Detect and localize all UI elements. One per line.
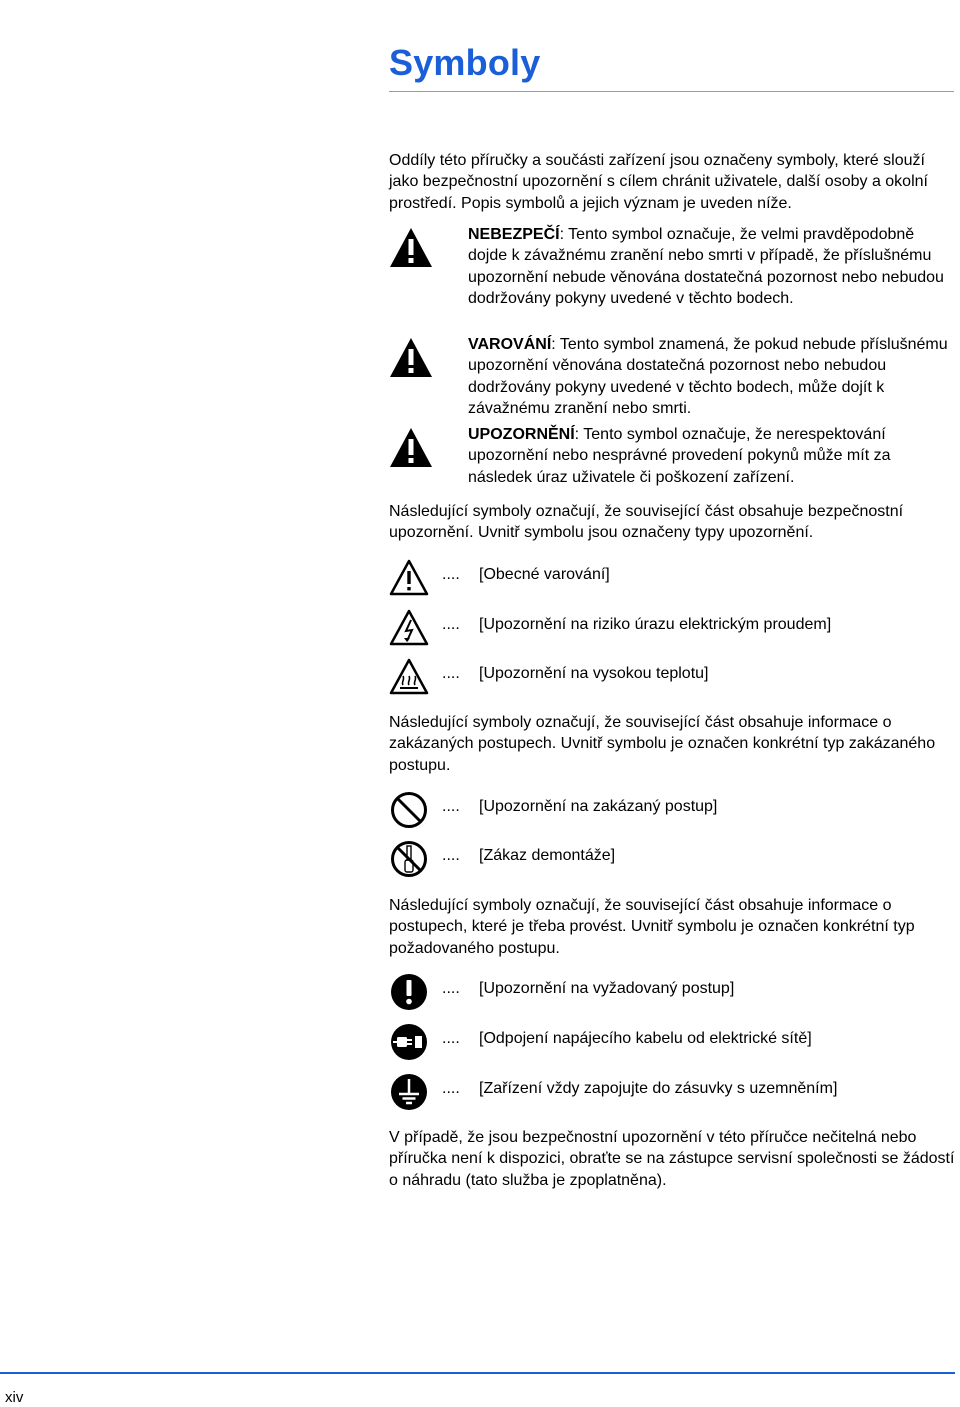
warning-triangle-icon — [389, 336, 433, 380]
footer-divider — [0, 1372, 955, 1374]
caution-section-paragraph: Následující symboly označují, že související část obsahuje bezpečnostní upozornění. Uvnitř symbolu jsou označeny typy upozornění. — [389, 503, 904, 542]
warning-description: : Tento symbol označuje, že velmi pravděpodobně dojde k závažnému zranění nebo smrti v případě, že příslušnému upozornění nebude věnována dostatečná pozornost nebo nebudou dodržovány pokyny uvedené v těchto bodech. — [468, 226, 944, 307]
prohibited-section-paragraph: Následující symboly označují, že související část obsahuje informace o zakázaných postupech. Uvnitř symbolu je označen konkrétní typ zakázaného postupu. — [389, 714, 936, 774]
no-disassembly-icon — [389, 839, 429, 879]
required-action-icon — [389, 972, 429, 1012]
symbol-row — [389, 972, 949, 1012]
symbol-label: [Upozornění na zakázaný postup] — [479, 798, 718, 815]
leader-dots: .... — [442, 798, 460, 815]
leader-dots: .... — [442, 616, 460, 633]
symbol-label: [Upozornění na vyžadovaný postup] — [479, 980, 735, 997]
warning-term: UPOZORNĚNÍ — [468, 426, 575, 443]
general-warning-icon — [389, 558, 429, 598]
symbol-row — [389, 1072, 949, 1112]
warning-term: NEBEZPEČÍ — [468, 226, 560, 243]
symbol-label: [Upozornění na riziko úrazu elektrickým proudem] — [479, 616, 832, 633]
symbol-label: [Upozornění na vysokou teplotu] — [479, 665, 709, 682]
warning-term: VAROVÁNÍ — [468, 336, 552, 353]
symbol-label: [Zákaz demontáže] — [479, 847, 616, 864]
ground-icon — [389, 1072, 429, 1112]
leader-dots: .... — [442, 665, 460, 682]
symbol-row — [389, 558, 949, 598]
warning-danger — [468, 224, 956, 309]
warning-description: : Tento symbol označuje, že nerespektování upozornění nebo nesprávné provedení pokynů může mít za následek úraz uživatele či poškození zařízení. — [468, 426, 891, 486]
page-number: xiv — [5, 1389, 24, 1406]
symbol-label: [Odpojení napájecího kabelu od elektrické sítě] — [479, 1030, 812, 1047]
electric-shock-icon — [389, 608, 429, 648]
leader-dots: .... — [442, 566, 460, 583]
page-title: Symboly — [389, 42, 541, 83]
warning-caution — [468, 424, 956, 488]
leader-dots: .... — [442, 847, 460, 864]
symbol-row — [389, 608, 949, 648]
closing-paragraph: V případě, že jsou bezpečnostní upozornění v této příručce nečitelná nebo příručka není k dispozici, obraťte se na zástupce servisní společnosti se žádostí o náhradu (tato služba je zpoplatněna). — [389, 1129, 955, 1189]
symbol-row — [389, 657, 949, 697]
symbol-row — [389, 1022, 949, 1062]
leader-dots: .... — [442, 1080, 460, 1097]
caution-triangle-icon — [389, 426, 433, 470]
required-section-paragraph: Následující symboly označují, že související část obsahuje informace o postupech, které je třeba provést. Uvnitř symbolu je označen konkrétní typ požadovaného postupu. — [389, 897, 915, 957]
symbol-row — [389, 790, 949, 830]
leader-dots: .... — [442, 980, 460, 997]
leader-dots: .... — [442, 1030, 460, 1047]
title-divider — [389, 91, 954, 92]
symbol-label: [Zařízení vždy zapojujte do zásuvky s uzemněním] — [479, 1080, 838, 1097]
symbol-row — [389, 839, 949, 879]
high-temperature-icon — [389, 657, 429, 697]
symbol-label: [Obecné varování] — [479, 566, 610, 583]
unplug-icon — [389, 1022, 429, 1062]
intro-paragraph: Oddíly této příručky a součásti zařízení jsou označeny symboly, které slouží jako bezpečnostní upozornění s cílem chránit uživatele, další osoby a okolní prostředí. Popis symbolů a jejich význam je uveden níže. — [389, 152, 928, 212]
prohibited-icon — [389, 790, 429, 830]
danger-triangle-icon — [389, 226, 433, 270]
warning-description: : Tento symbol znamená, že pokud nebude příslušnému upozornění věnována dostatečná pozornost nebo nebudou dodržovány pokyny uvedené v těchto bodech, může dojít k závažnému zranění nebo smrti. — [468, 336, 948, 417]
warning-warning — [468, 334, 956, 419]
